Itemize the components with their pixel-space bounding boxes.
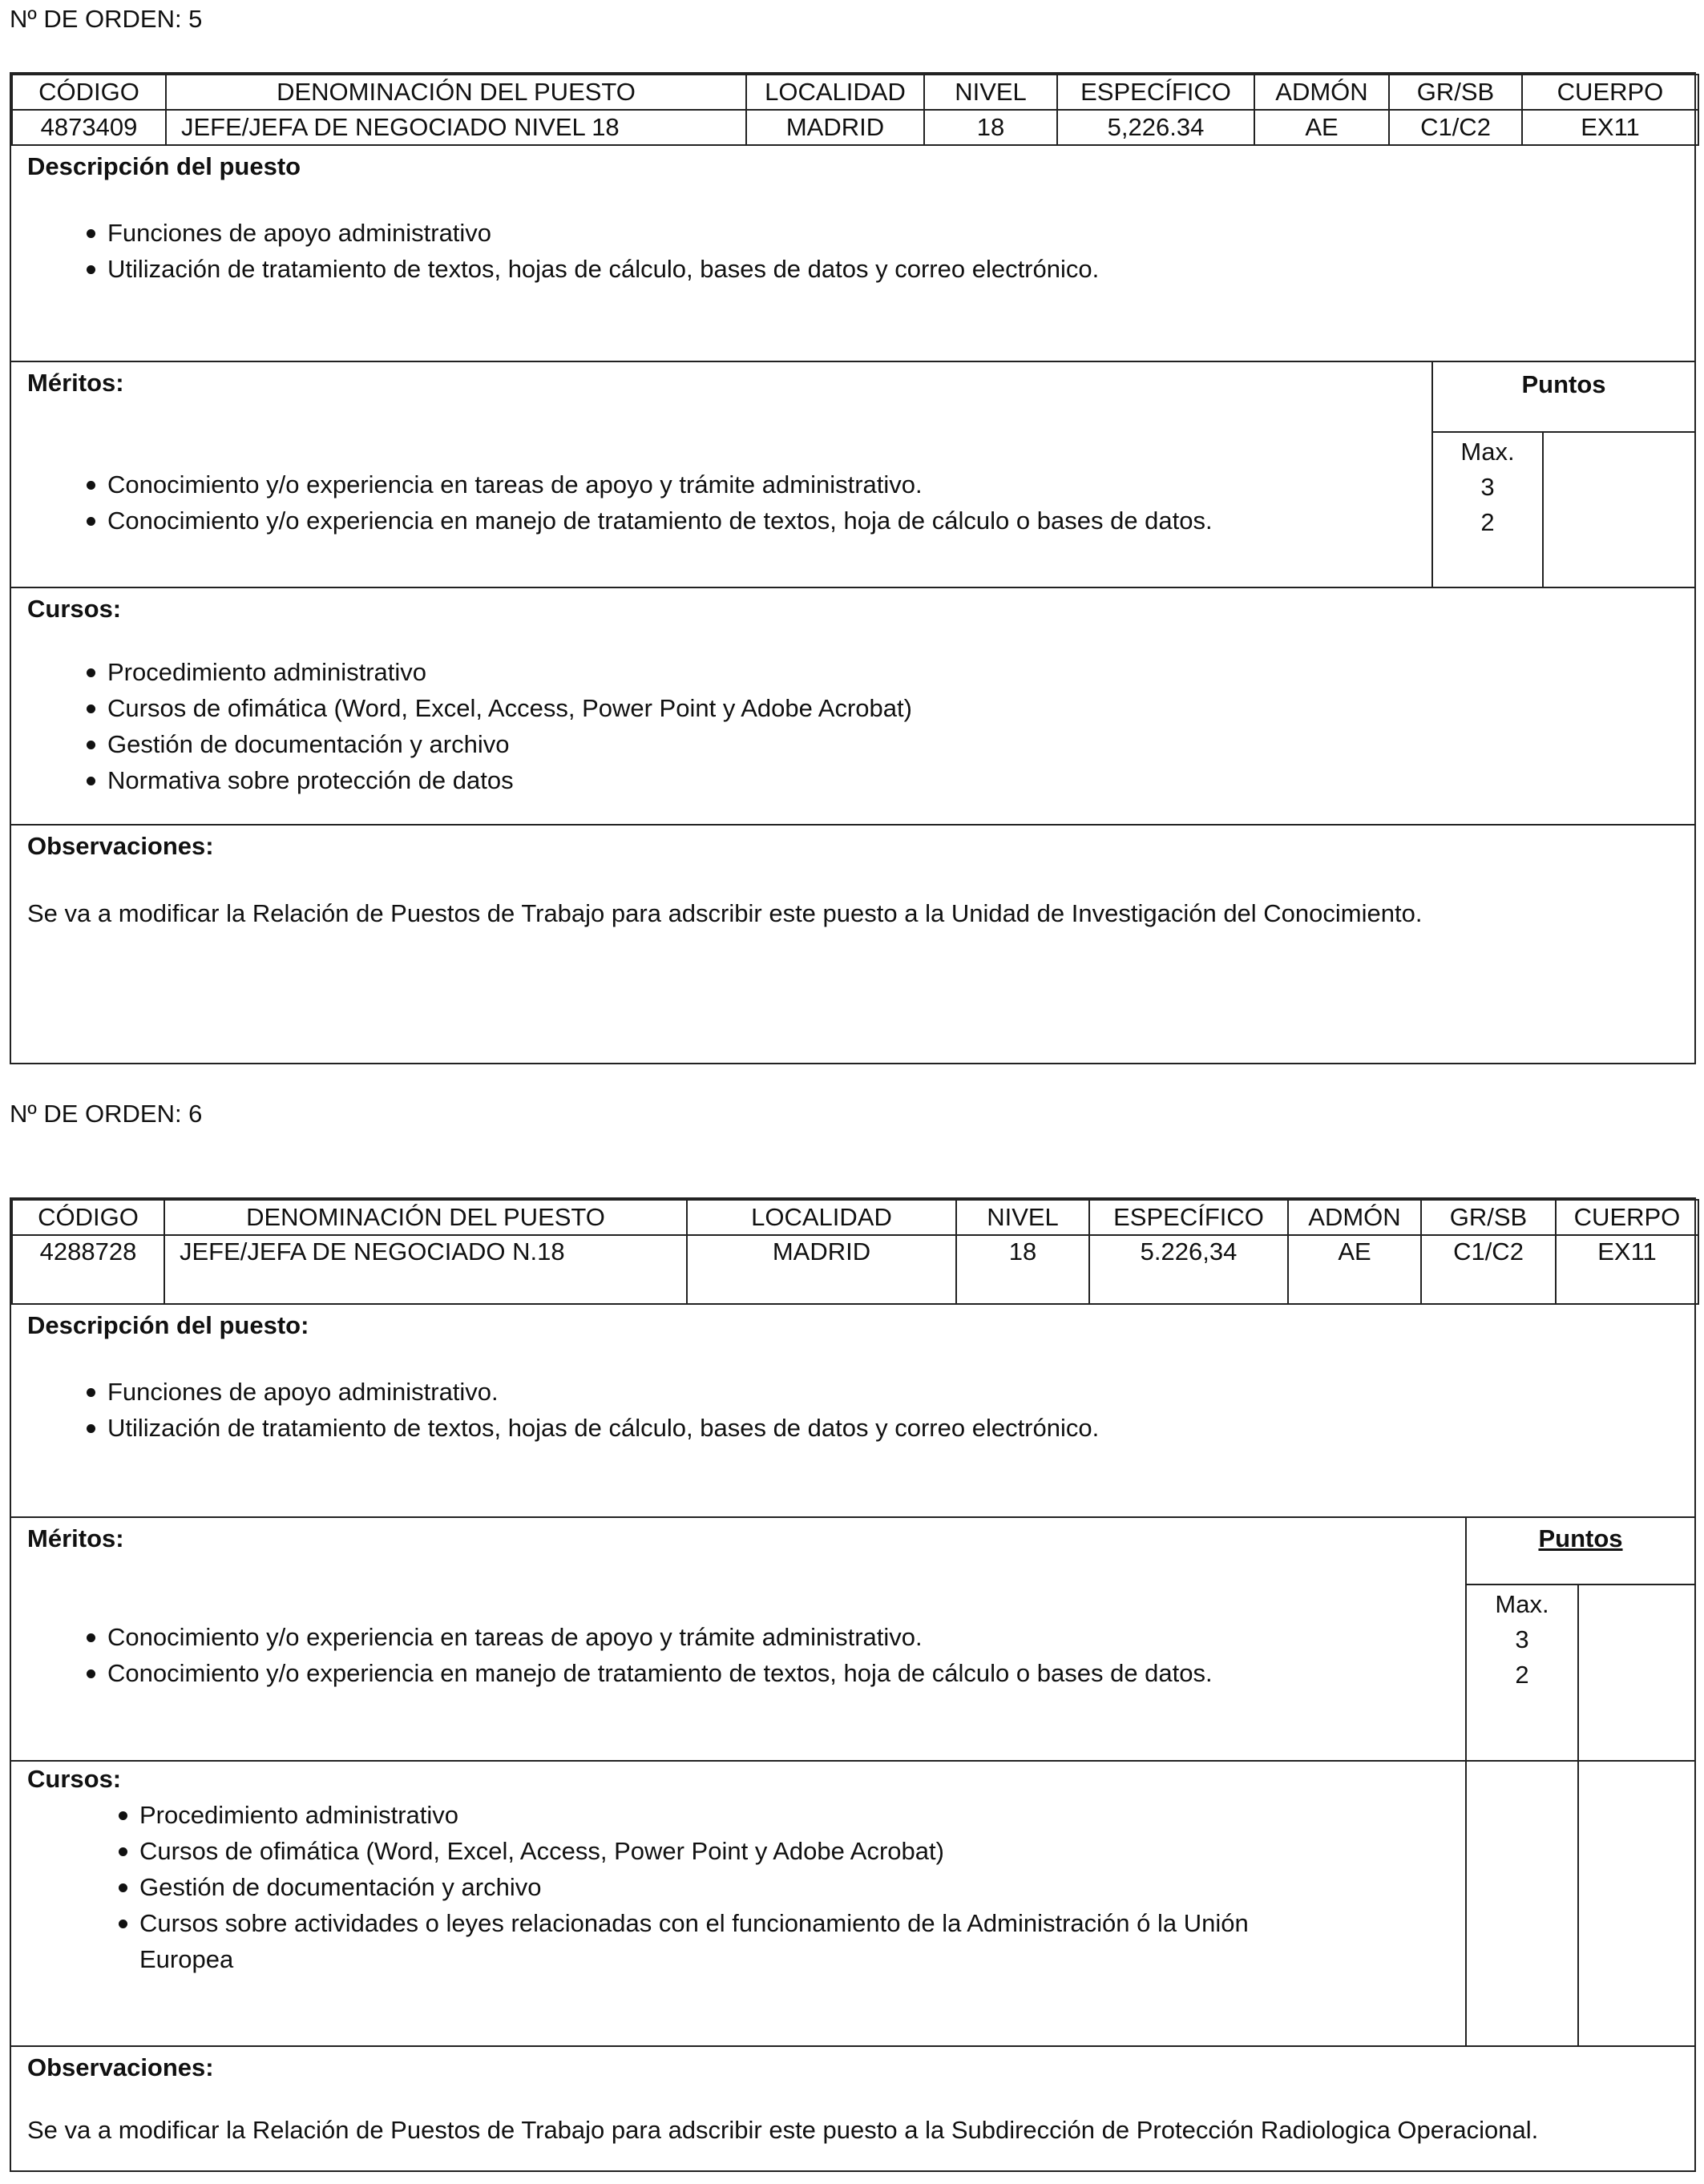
descripcion-section xyxy=(11,146,1694,362)
localidad-cell: MADRID xyxy=(746,110,924,145)
points-values xyxy=(1433,434,1542,540)
list-item: Procedimiento administrativo xyxy=(11,654,912,690)
meritos-section xyxy=(11,1516,1694,1760)
observaciones-text: Se va a modificar la Relación de Puestos de Trabajo para adscribir este puesto a la Subdirección de Protección Radiologica Operacional. xyxy=(27,2116,1539,2144)
meritos-title: Méritos: xyxy=(27,369,124,397)
list-item: Funciones de apoyo administrativo. xyxy=(11,1374,1099,1410)
max-label: Max. xyxy=(1460,438,1515,466)
col-header: GR/SB xyxy=(1389,75,1522,110)
list-item: Conocimiento y/o experiencia en manejo de tratamiento de textos, hoja de cálculo o bases de datos. xyxy=(11,503,1213,539)
col-header: NIVEL xyxy=(956,1200,1089,1235)
especifico-cell: 5.226,34 xyxy=(1089,1235,1288,1304)
list-item: Normativa sobre protección de datos xyxy=(11,762,912,798)
col-header: LOCALIDAD xyxy=(687,1200,956,1235)
denominacion-cell: JEFE/JEFA DE NEGOCIADO NIVEL 18 xyxy=(166,110,746,145)
col-header: DENOMINACIÓN DEL PUESTO xyxy=(166,75,746,110)
descripcion-section xyxy=(11,1305,1694,1516)
cursos-title: Cursos: xyxy=(27,1765,122,1793)
points-value: 2 xyxy=(1515,1661,1529,1689)
list-item: Cursos sobre actividades o leyes relacionadas con el funcionamiento de la Administración ó la Unión Europea xyxy=(43,1905,1342,1977)
puntos-column xyxy=(1431,362,1694,587)
observaciones-text: Se va a modificar la Relación de Puestos de Trabajo para adscribir este puesto a la Unidad de Investigación del Conocimiento. xyxy=(27,899,1423,927)
col-header: ESPECÍFICO xyxy=(1089,1200,1288,1235)
puntos-header: Puntos xyxy=(1433,362,1694,433)
cursos-list xyxy=(11,654,912,798)
puntos-divider xyxy=(1577,1585,1579,1760)
points-value: 2 xyxy=(1480,508,1495,536)
col-header: LOCALIDAD xyxy=(746,75,924,110)
col-header: CUERPO xyxy=(1556,1200,1698,1235)
meritos-title: Méritos: xyxy=(27,1524,124,1552)
nivel-cell: 18 xyxy=(924,110,1057,145)
col-header: ADMÓN xyxy=(1254,75,1389,110)
denominacion-cell: JEFE/JEFA DE NEGOCIADO N.18 xyxy=(164,1235,687,1304)
admon-cell: AE xyxy=(1288,1235,1421,1304)
points-value: 3 xyxy=(1515,1625,1529,1653)
job-header-table xyxy=(11,74,1699,146)
col-header: ADMÓN xyxy=(1288,1200,1421,1235)
cursos-section xyxy=(11,587,1694,824)
col-header: NIVEL xyxy=(924,75,1057,110)
meritos-section xyxy=(11,361,1694,587)
puntos-header: Puntos xyxy=(1467,1518,1694,1585)
observaciones-title: Observaciones: xyxy=(27,2053,214,2081)
descripcion-title: Descripción del puesto: xyxy=(27,1311,309,1339)
list-item: Conocimiento y/o experiencia en manejo de tratamiento de textos, hoja de cálculo o bases de datos. xyxy=(11,1655,1213,1691)
job-record xyxy=(10,1197,1696,2172)
table-row xyxy=(12,1235,1698,1304)
col-header: DENOMINACIÓN DEL PUESTO xyxy=(164,1200,687,1235)
list-item: Conocimiento y/o experiencia en tareas de apoyo y trámite administrativo. xyxy=(11,1619,1213,1655)
grsb-cell: C1/C2 xyxy=(1421,1235,1556,1304)
puntos-column xyxy=(1465,1518,1694,1760)
orden-label: Nº DE ORDEN: 6 xyxy=(10,1100,203,1128)
cursos-section xyxy=(11,1760,1694,2045)
admon-cell: AE xyxy=(1254,110,1389,145)
descripcion-list xyxy=(11,215,1099,287)
puntos-column xyxy=(1465,1762,1694,2045)
list-item: Utilización de tratamiento de textos, hojas de cálculo, bases de datos y correo electrónico. xyxy=(11,1410,1099,1446)
header-row xyxy=(12,75,1698,110)
job-record xyxy=(10,72,1696,1064)
list-item: Procedimiento administrativo xyxy=(43,1797,1342,1833)
list-item: Funciones de apoyo administrativo xyxy=(11,215,1099,251)
orden-label: Nº DE ORDEN: 5 xyxy=(10,5,203,33)
nivel-cell: 18 xyxy=(956,1235,1089,1304)
list-item: Gestión de documentación y archivo xyxy=(43,1869,1342,1905)
descripcion-title: Descripción del puesto xyxy=(27,152,301,180)
col-header: CUERPO xyxy=(1522,75,1698,110)
descripcion-list xyxy=(11,1374,1099,1446)
list-item: Cursos de ofimática (Word, Excel, Access, Power Point y Adobe Acrobat) xyxy=(11,690,912,726)
table-row xyxy=(12,110,1698,145)
list-item: Gestión de documentación y archivo xyxy=(11,726,912,762)
cuerpo-cell: EX11 xyxy=(1522,110,1698,145)
col-header: CÓDIGO xyxy=(12,1200,164,1235)
localidad-cell: MADRID xyxy=(687,1235,956,1304)
observaciones-section xyxy=(11,2045,1694,2170)
header-row xyxy=(12,1200,1698,1235)
list-item: Conocimiento y/o experiencia en tareas de apoyo y trámite administrativo. xyxy=(11,466,1213,503)
cursos-list xyxy=(43,1797,1342,1977)
list-item: Utilización de tratamiento de textos, hojas de cálculo, bases de datos y correo electrónico. xyxy=(11,251,1099,287)
observaciones-title: Observaciones: xyxy=(27,832,214,860)
especifico-cell: 5,226.34 xyxy=(1057,110,1254,145)
meritos-list xyxy=(11,466,1213,539)
col-header: ESPECÍFICO xyxy=(1057,75,1254,110)
cuerpo-cell: EX11 xyxy=(1556,1235,1698,1304)
col-header: GR/SB xyxy=(1421,1200,1556,1235)
grsb-cell: C1/C2 xyxy=(1389,110,1522,145)
puntos-divider xyxy=(1577,1762,1579,2045)
points-values xyxy=(1467,1587,1577,1693)
puntos-divider xyxy=(1542,431,1544,587)
job-header-table xyxy=(11,1199,1699,1305)
observaciones-section xyxy=(11,824,1694,1063)
meritos-list xyxy=(11,1619,1213,1691)
list-item: Cursos de ofimática (Word, Excel, Access, Power Point y Adobe Acrobat) xyxy=(43,1833,1342,1869)
points-value: 3 xyxy=(1480,473,1495,501)
max-label: Max. xyxy=(1495,1590,1549,1618)
codigo-cell: 4873409 xyxy=(12,110,166,145)
cursos-title: Cursos: xyxy=(27,595,122,623)
col-header: CÓDIGO xyxy=(12,75,166,110)
codigo-cell: 4288728 xyxy=(12,1235,164,1304)
